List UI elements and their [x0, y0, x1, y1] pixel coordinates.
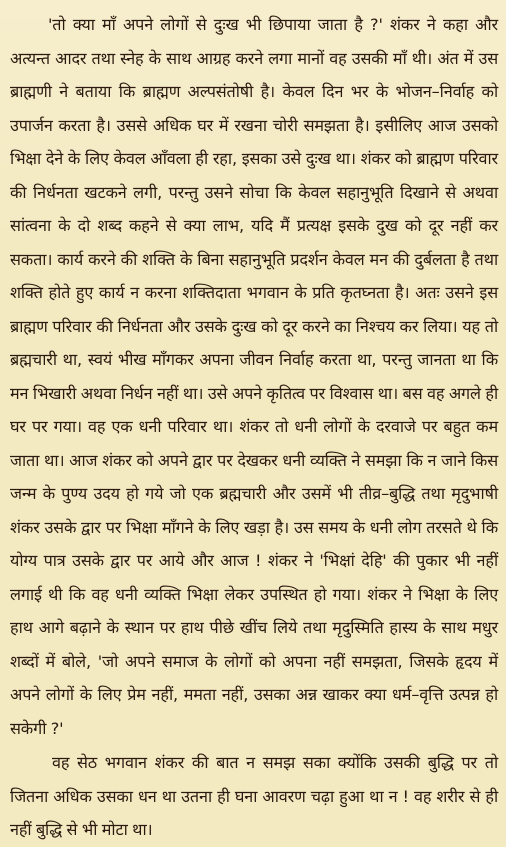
body-paragraph-2: वह सेठ भगवान शंकर की बात न समझ सका क्योंकि उसकी बुद्धि पर तो जितना अधिक उसका धन था उतना ही घना आवरण चढ़ा हुआ था न ! वह शरीर से ही नहीं बुद्धि से भी मोटा था। [10, 753, 498, 839]
body-paragraph-1: 'तो क्या माँ अपने लोगों से दुःख भी छिपाया जाता है ?' शंकर ने कहा और अत्यन्त आदर तथा स्नेह के साथ आग्रह करने लगा मानों वह उसकी माँ थी। अंत में उस ब्राह्मणी ने बताया कि ब्राह्मण अल्पसंतोषी है। केवल दिन भर के भोजन–निर्वाह को उपार्जन करता है। उससे अधिक घर में रखना चोरी समझता है। इसीलिए आज उसको भिक्षा देने के लिए केवल आँवला ही रहा, इसका उसे दुःख था। शंकर को ब्राह्मण परिवार की निर्धनता खटकने लगी, परन्तु उसने सोचा कि केवल सहानुभूति दिखाने से अथवा सांत्वना के दो शब्द कहने से क्या लाभ, यदि मैं प्रत्यक्ष इसके दुख को दूर नहीं कर सकता। कार्य करने की शक्ति के बिना सहानुभूति प्रदर्शन केवल मन की दुर्बलता है तथा शक्ति होते हुए कार्य न करना शक्तिदाता भगवान के प्रति कृतघ्नता है। अतः उसने इस ब्राह्मण परिवार की निर्धनता और उसके दुःख को दूर करने का निश्चय कर लिया। यह तो ब्रह्मचारी था, स्वयं भीख माँगकर अपना जीवन निर्वाह करता था, परन्तु जानता था कि मन भिखारी अथवा निर्धन नहीं था। उसे अपने कृतित्व पर विश्वास था। बस वह अगले ही घर पर गया। वह एक धनी परिवार था। शंकर तो धनी लोगों के दरवाजे पर बहुत कम जाता था। आज शंकर को अपने द्वार पर देखकर धनी व्यक्ति ने समझा कि न जाने किस जन्म के पुण्य उदय हो गये जो एक ब्रह्मचारी और उसमें भी तीव्र–बुद्धि तथा मृदुभाषी शंकर उसके द्वार पर भिक्षा माँगने के लिए खड़ा है। उस समय के धनी लोग तरसते थे कि योग्य पात्र उसके द्वार पर आये और आज ! शंकर ने 'भिक्षां देहि' की पुकार भी नहीं लगाई थी कि वह धनी व्यक्ति भिक्षा लेकर उपस्थित हो गया। शंकर ने भिक्षा के लिए हाथ आगे बढ़ाने के स्थान पर हाथ पीछे खींच लिये तथा मृदुस्मिति हास्य के साथ मधुर शब्दों में बोले, 'जो अपने समाज के लोगों को अपना नहीं समझता, जिसके हृदय में अपने लोगों के लिए प्रेम नहीं, ममता नहीं, उसका अन्न खाकर क्या धर्म–वृत्ति उत्पन्न हो सकेगी ?' [10, 15, 498, 738]
